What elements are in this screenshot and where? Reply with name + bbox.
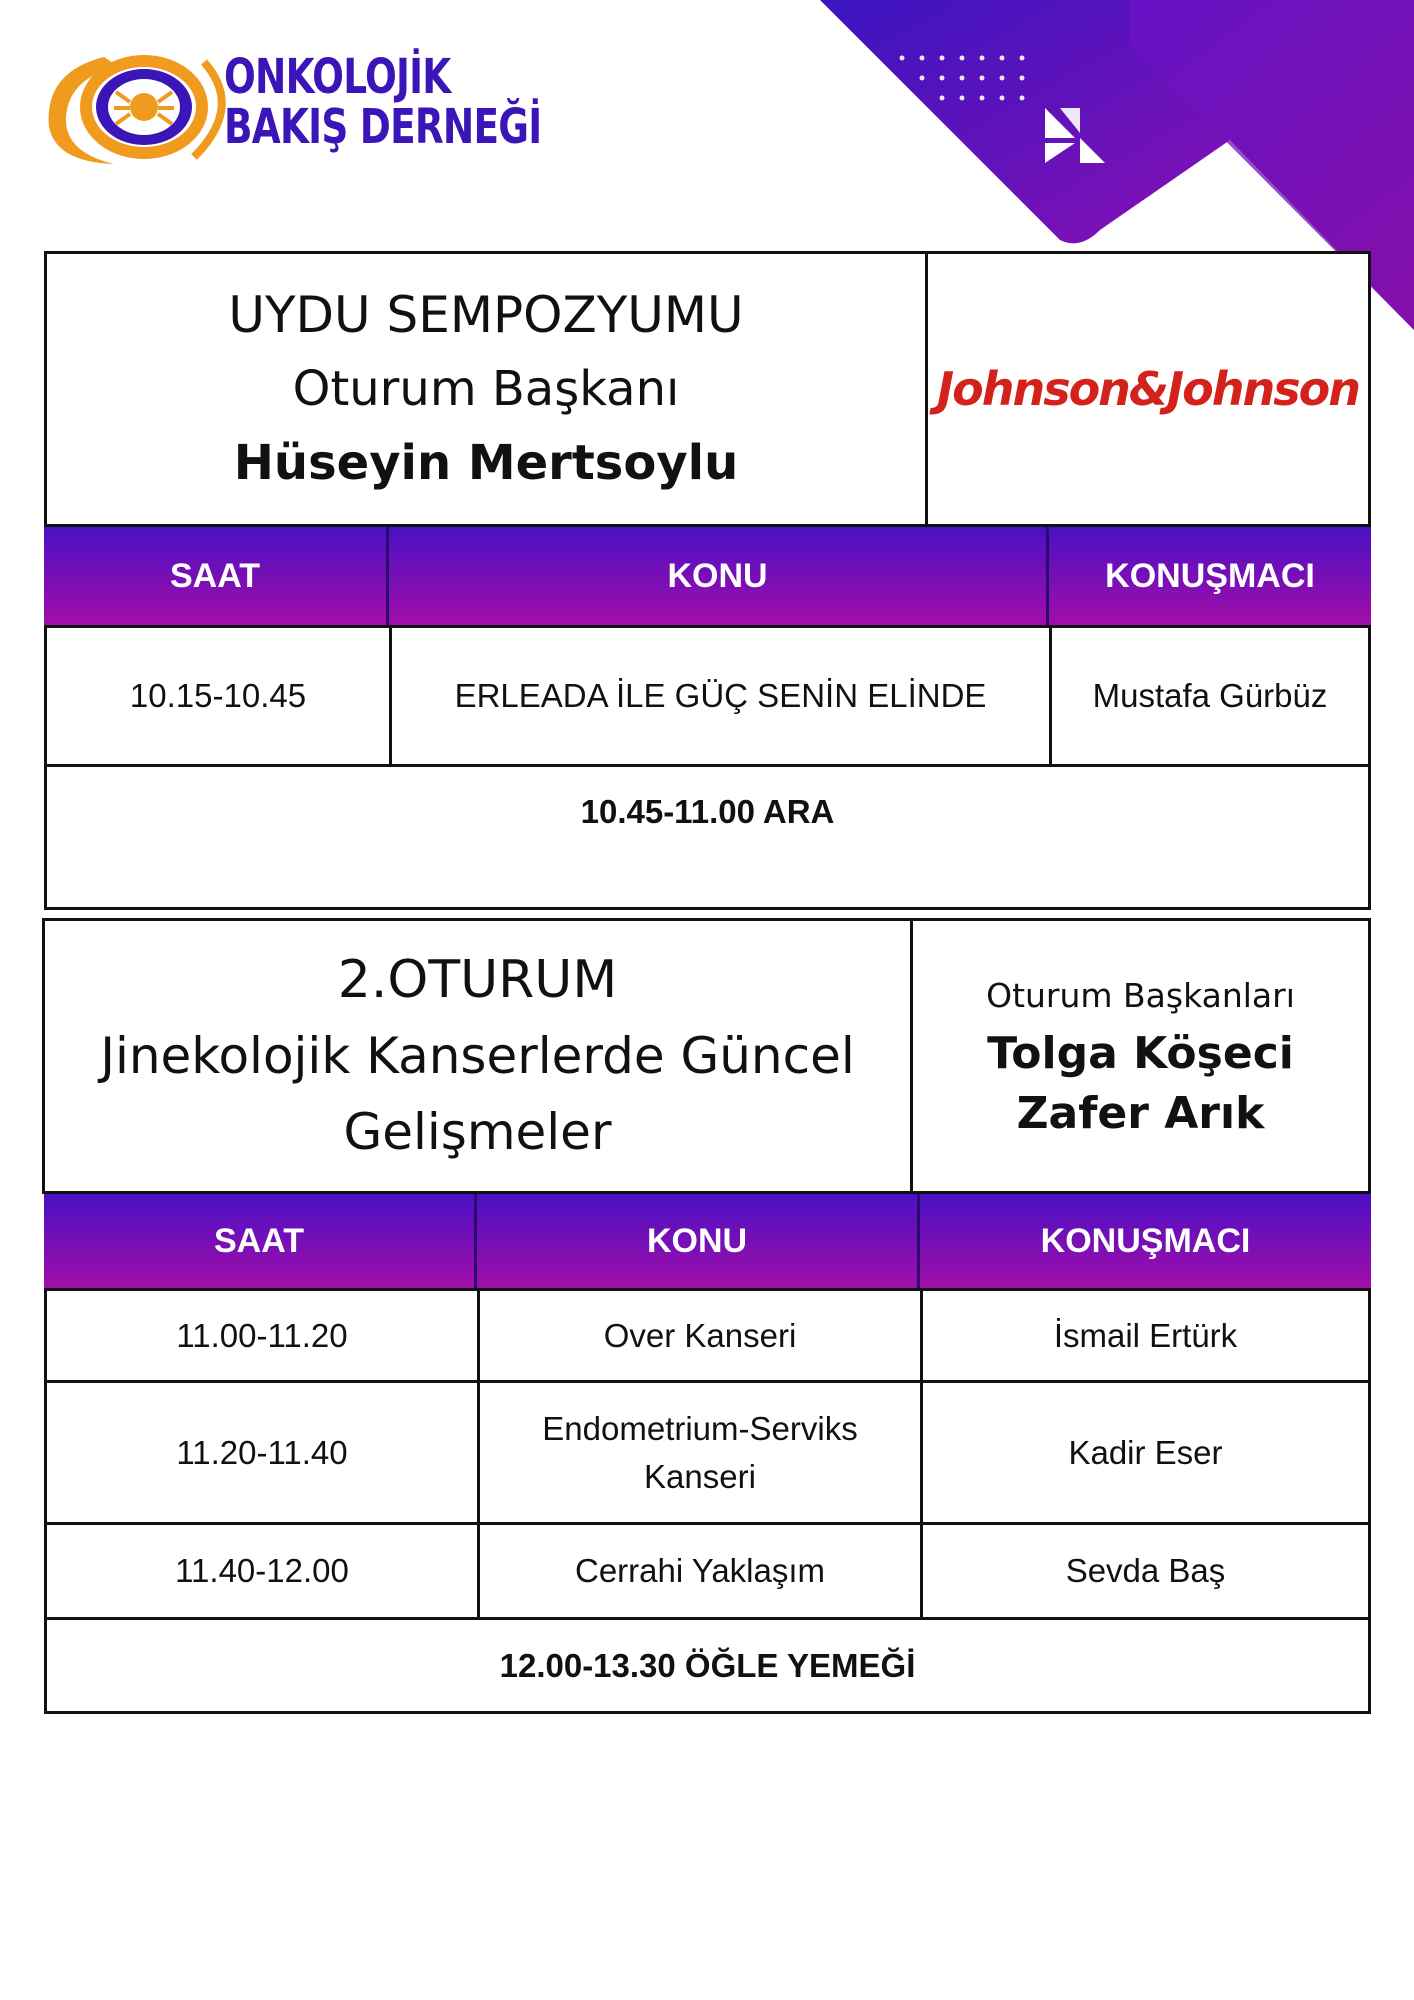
session2-subtitle-line1: Jinekolojik Kanserlerde Güncel bbox=[100, 1027, 855, 1085]
table-row bbox=[44, 1383, 1371, 1525]
session1-title: UYDU SEMPOZYUMU bbox=[228, 286, 744, 344]
header-konusmaci: KONUŞMACI bbox=[917, 1194, 1371, 1288]
sponsor-box bbox=[925, 251, 1371, 527]
header-saat: SAAT bbox=[44, 1194, 474, 1288]
session2-break-text: 12.00-13.30 ÖĞLE YEMEĞİ bbox=[499, 1646, 916, 1684]
session1-table-header bbox=[44, 527, 1371, 625]
header-konu: KONU bbox=[386, 527, 1046, 625]
logo-line-1: ONKOLOJİK bbox=[224, 49, 451, 105]
sponsor-logo: Johnson&Johnson bbox=[936, 362, 1359, 416]
header-konusmaci: KONUŞMACI bbox=[1046, 527, 1371, 625]
cell-topic: Cerrahi Yaklaşım bbox=[477, 1525, 920, 1617]
cell-speaker: İsmail Ertürk bbox=[920, 1291, 1368, 1380]
cell-time: 11.20-11.40 bbox=[176, 1433, 348, 1471]
session2-subtitle-line2: Gelişmeler bbox=[343, 1103, 612, 1161]
logo-line-2: BAKIŞ DERNEĞİ bbox=[224, 99, 542, 155]
session2-table-header bbox=[44, 1194, 1371, 1288]
session2-title: 2.OTURUM bbox=[337, 950, 618, 1010]
cell-time: 11.40-12.00 bbox=[175, 1552, 349, 1589]
table-row bbox=[44, 625, 1371, 767]
cell-time: 10.15-10.45 bbox=[129, 677, 307, 714]
session1-chair-label: Oturum Başkanı bbox=[292, 361, 680, 417]
table-row bbox=[44, 1288, 1371, 1383]
session1-break-row bbox=[44, 767, 1371, 910]
organization-name bbox=[224, 49, 542, 155]
cell-topic-line1: Endometrium-Serviks bbox=[542, 1409, 858, 1447]
cell-speaker: Sevda Baş bbox=[920, 1525, 1368, 1617]
header-konu: KONU bbox=[474, 1194, 917, 1288]
table-row bbox=[44, 1525, 1371, 1620]
cell-topic: Over Kanseri bbox=[477, 1291, 920, 1380]
session1-chair-name: Hüseyin Mertsoylu bbox=[233, 435, 739, 491]
session2-title-box bbox=[42, 918, 913, 1194]
session2-chair-2: Zafer Arık bbox=[1016, 1088, 1265, 1139]
session1-title-box bbox=[44, 251, 928, 527]
cell-speaker: Kadir Eser bbox=[920, 1383, 1368, 1522]
cell-time: 11.00-11.20 bbox=[176, 1316, 348, 1354]
cell-topic bbox=[477, 1383, 920, 1522]
cell-topic-line2: Kanseri bbox=[644, 1457, 756, 1495]
session2-break-row bbox=[44, 1620, 1371, 1714]
header-saat: SAAT bbox=[44, 527, 386, 625]
cell-speaker: Mustafa Gürbüz bbox=[1049, 628, 1368, 764]
session2-chairs-box bbox=[910, 918, 1371, 1194]
session2-chairs-label: Oturum Başkanları bbox=[986, 976, 1295, 1015]
session1-break-text: 10.45-11.00 ARA bbox=[580, 793, 835, 830]
session2-chair-1: Tolga Köşeci bbox=[987, 1028, 1294, 1079]
cell-topic: ERLEADA İLE GÜÇ SENİN ELİNDE bbox=[389, 628, 1049, 764]
